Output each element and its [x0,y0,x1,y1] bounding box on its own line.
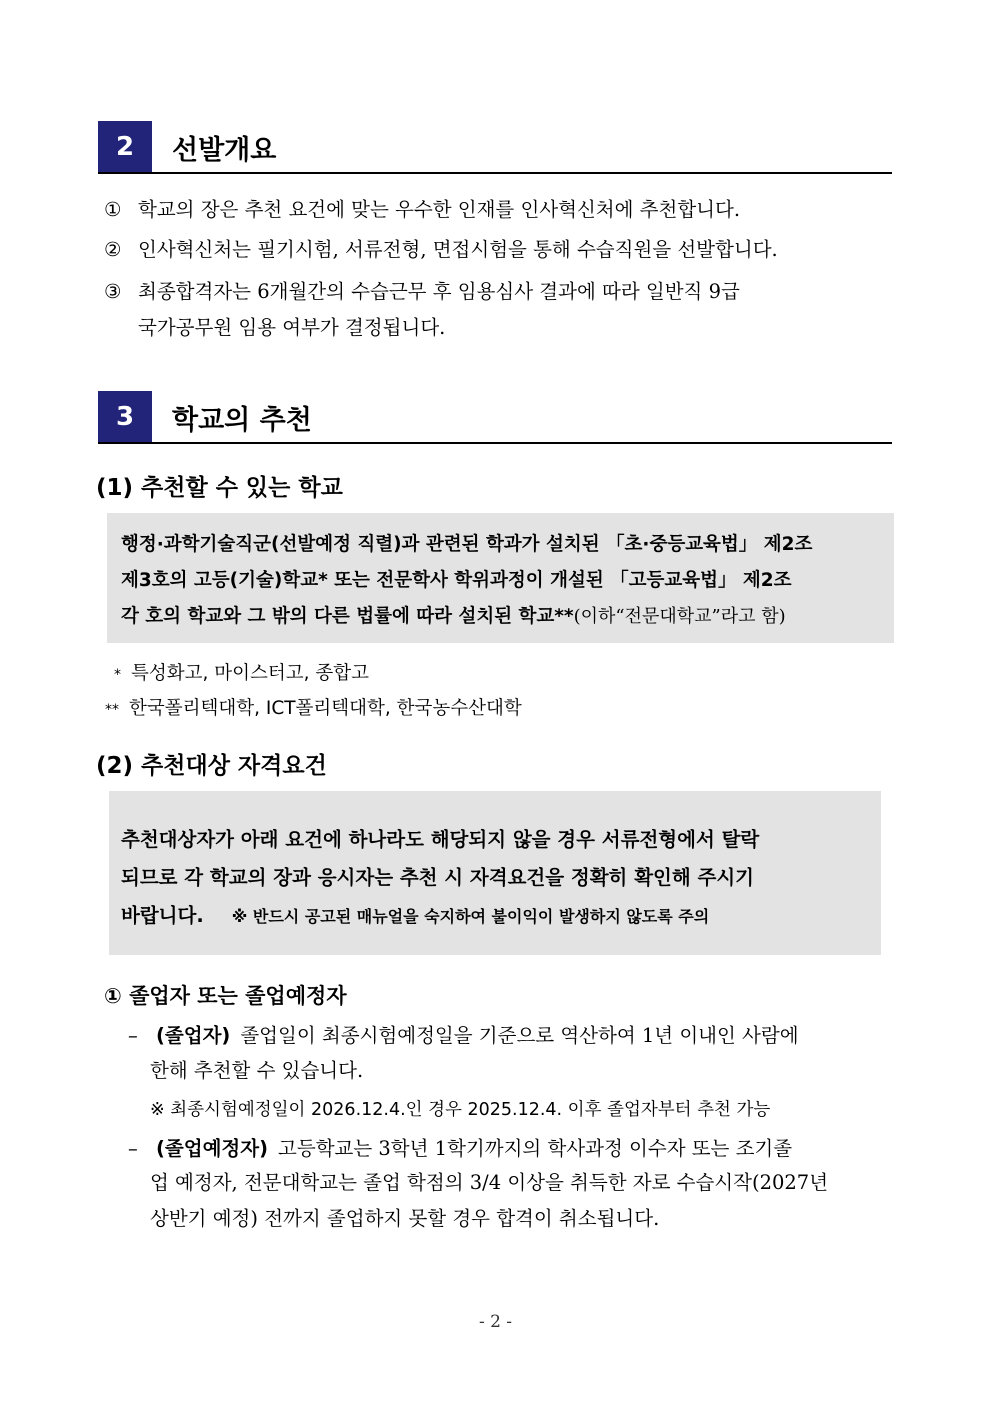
dash-item-continuation: 상반기 예정) 전까지 졸업하지 못할 경우 합격이 취소됩니다. [150,1207,660,1230]
section-3-header [98,391,312,443]
section-divider [98,442,892,444]
box-line: 행정·과학기술직군(선발예정 직렬)과 관련된 학과가 설치된 「초·중등교육법」 제2조 [121,534,813,555]
section-title: 선발개요 [172,134,277,166]
item-heading: ① 졸업자 또는 졸업예정자 [104,984,347,1008]
dash-item: – (졸업예정자) 고등학교는 3학년 1학기까지의 학사과정 이수자 또는 조기졸 [128,1137,793,1160]
section-number: 3 [98,391,152,443]
section-divider [98,172,892,174]
box-line: 바랍니다. ※ 반드시 공고된 매뉴얼을 숙지하여 불이익이 발생하지 않도록 주의 [121,904,710,927]
dash-item: – (졸업자) 졸업일이 최종시험예정일을 기준으로 역산하여 1년 이내인 사람에 [128,1024,799,1047]
list-item-continuation: 국가공무원 임용 여부가 결정됩니다. [138,316,446,339]
box-line: 되므로 각 학교의 장과 응시자는 추천 시 자격요건을 정확히 확인해 주시기 [121,866,754,889]
dash-item-continuation: 업 예정자, 전문대학교는 졸업 학점의 3/4 이상을 취득한 자로 수습시작(2027년 [150,1171,829,1194]
subsection-heading: (1) 추천할 수 있는 학교 [96,475,343,501]
section-number: 2 [98,121,152,173]
highlight-box [109,791,881,955]
section-title: 학교의 추천 [172,404,312,436]
list-item: ① 학교의 장은 추천 요건에 맞는 우수한 인재를 인사혁신처에 추천합니다. [104,198,741,221]
dash-item-continuation: 한해 추천할 수 있습니다. [150,1059,364,1082]
box-line: 추천대상자가 아래 요건에 하나라도 해당되지 않을 경우 서류전형에서 탈락 [121,828,760,851]
list-item: ③ 최종합격자는 6개월간의 수습근무 후 임용심사 결과에 따라 일반직 9급 [104,280,740,303]
section-2-header [98,121,276,173]
footnote: ** 한국폴리텍대학, ICT폴리텍대학, 한국농수산대학 [105,698,522,719]
list-item: ② 인사혁신처는 필기시험, 서류전형, 면접시험을 통해 수습직원을 선발합니다. [104,238,778,261]
page-number: - 2 - [478,1312,513,1332]
footnote: * 특성화고, 마이스터고, 종합고 [114,663,369,684]
note-line: ※ 최종시험예정일이 2026.12.4.인 경우 2025.12.4. 이후 졸업자부터 추천 가능 [150,1100,771,1120]
box-line: 각 호의 학교와 그 밖의 다른 법률에 따라 설치된 학교**(이하“전문대학교”라고 함) [121,606,786,627]
highlight-box [107,513,894,643]
subsection-heading: (2) 추천대상 자격요건 [96,753,327,779]
box-line: 제3호의 고등(기술)학교* 또는 전문학사 학위과정이 개설된 「고등교육법」 제2조 [121,570,792,591]
